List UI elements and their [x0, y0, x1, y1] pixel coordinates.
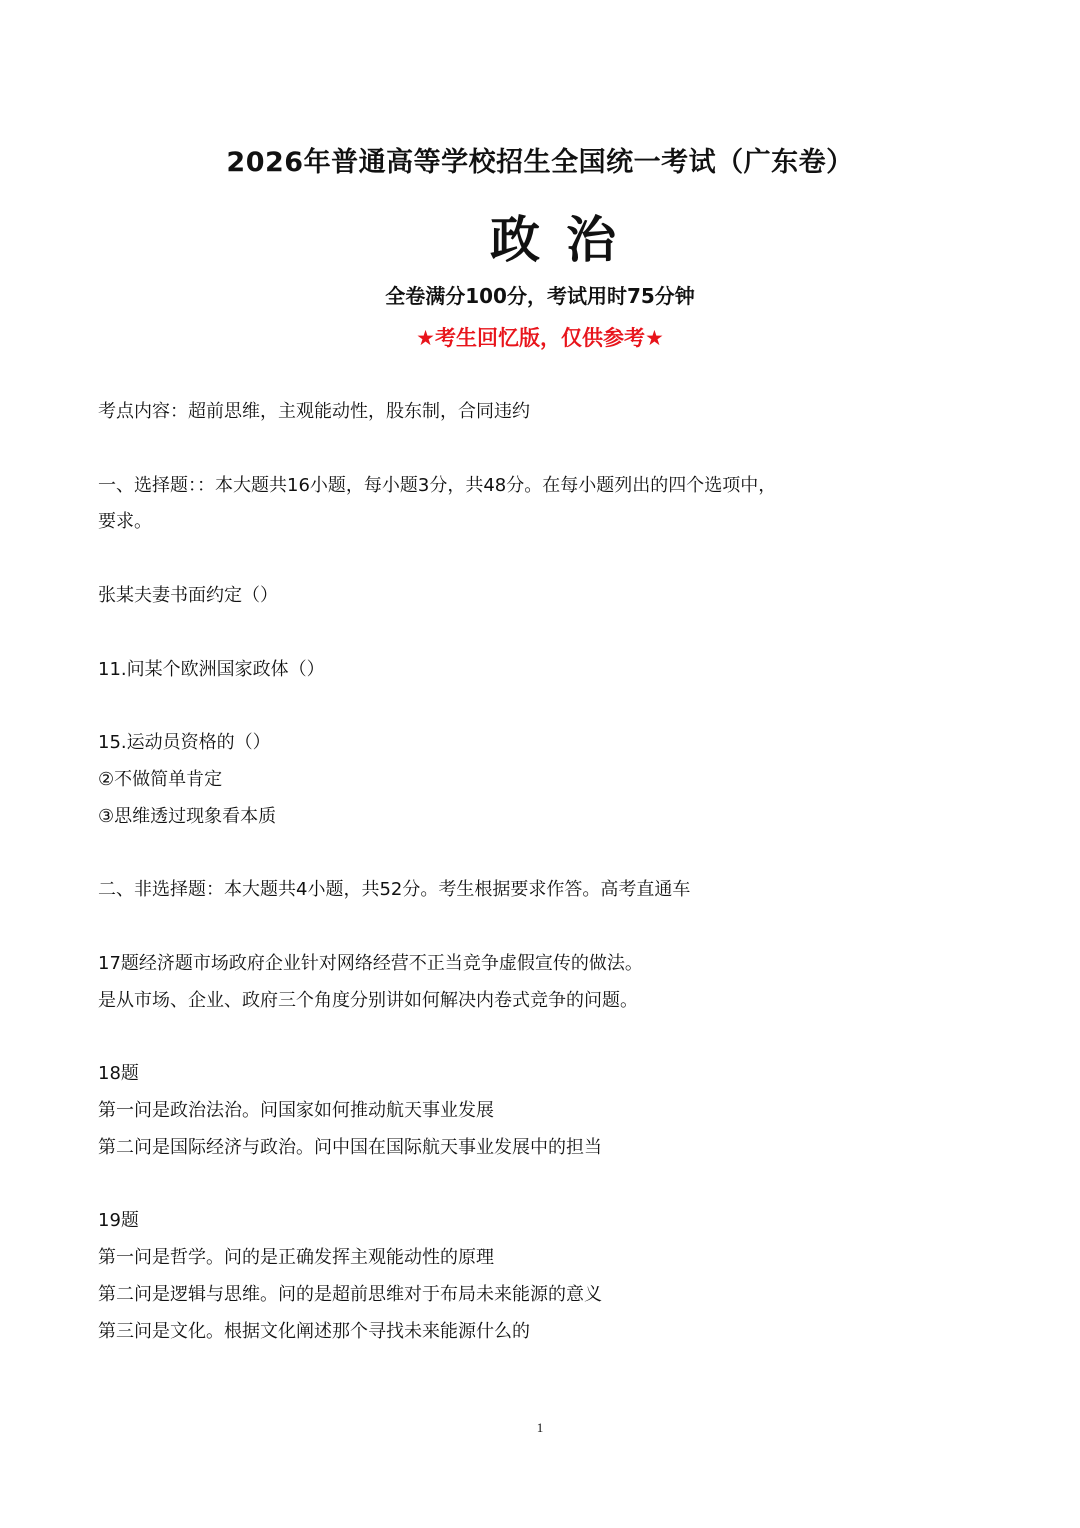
subject-title: 政治: [490, 211, 642, 269]
question-17-line-2: 是从市场、企业、政府三个角度分别讲如何解决内卷式竞争的问题。: [98, 990, 638, 1011]
question-18-title: 18题: [98, 1063, 139, 1084]
question-19-line-2: 第二问是逻辑与思维。问的是超前思维对于布局未来能源的意义: [98, 1284, 602, 1305]
question-19-title: 19题: [98, 1210, 139, 1231]
section1-heading-cont: 要求。: [98, 511, 152, 532]
question-11: 11.问某个欧洲国家政体（）: [98, 659, 325, 680]
question-15-option-3: ③思维透过现象看本质: [98, 806, 277, 827]
page-number: 1: [536, 1420, 544, 1435]
question-zhang: 张某夫妻书面约定（）: [98, 585, 278, 606]
exam-title: 2026年普通高等学校招生全国统一考试（广东卷）: [226, 147, 854, 178]
question-15: 15.运动员资格的（）: [98, 732, 271, 753]
question-15-option-2: ②不做简单肯定: [98, 769, 223, 790]
question-19-line-1: 第一问是哲学。问的是正确发挥主观能动性的原理: [98, 1247, 494, 1268]
section2-heading: 二、非选择题：本大题共4小题，共52分。考生根据要求作答。高考直通车: [98, 879, 691, 900]
exam-meta: 全卷满分100分，考试用时75分钟: [385, 284, 695, 308]
question-19-line-3: 第三问是文化。根据文化阐述那个寻找未来能源什么的: [98, 1321, 530, 1342]
question-17-line-1: 17题经济题市场政府企业针对网络经营不正当竞争虚假宣传的做法。: [98, 953, 643, 974]
section1-heading: 一、选择题：：本大题共16小题，每小题3分，共48分。在每小题列出的四个选项中，: [98, 475, 777, 496]
recall-notice: ★考生回忆版，仅供参考★: [416, 326, 664, 350]
question-18-line-1: 第一问是政治法治。问国家如何推动航天事业发展: [98, 1100, 494, 1121]
question-18-line-2: 第二问是国际经济与政治。问中国在国际航天事业发展中的担当: [98, 1137, 602, 1158]
topics-line: 考点内容：超前思维，主观能动性，股东制，合同违约: [98, 401, 530, 422]
